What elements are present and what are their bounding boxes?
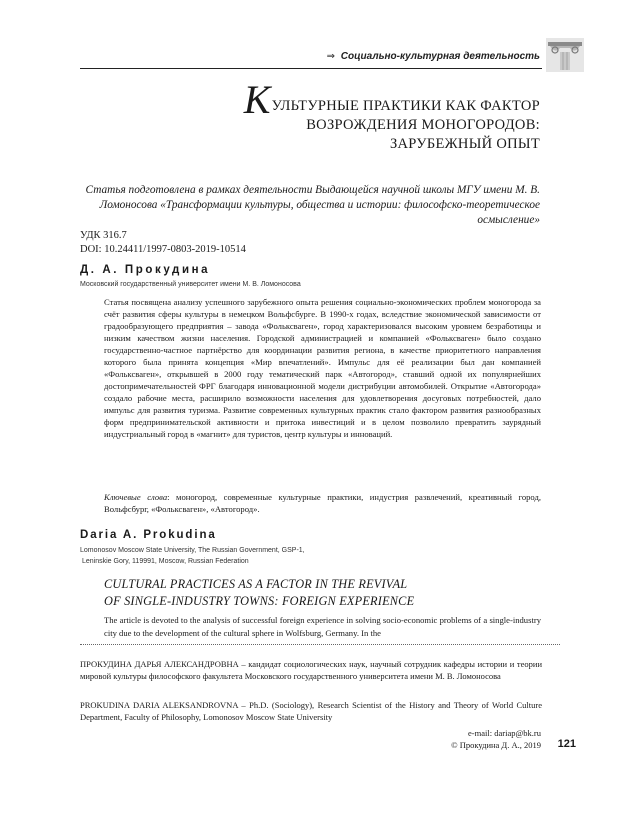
keywords-label: Ключевые слова [104,492,168,502]
keywords-text: : моногород, современные культурные практики, индустрия развлечений, креативный город, Вольфсбург, «Фольксваген», «Автогород». [104,492,541,514]
running-header [300,47,540,67]
footnote-divider [80,644,560,645]
arrow-icon: ⇒ [326,51,335,62]
author-email: e-mail: dariap@bk.ru [468,728,541,738]
title-en-line-1: CULTURAL PRACTICES AS A FACTOR IN THE REVIVAL [104,577,408,591]
title-en-line-2: OF SINGLE-INDUSTRY TOWNS: FOREIGN EXPERIENCE [104,593,415,608]
title-line-3: ЗАРУБЕЖНЫЙ ОПЫТ [389,136,540,152]
author-affiliation-en [80,546,380,567]
affiliation-en-line-1: Lomonosov Moscow State University, The Russian Government, GSP-1, [80,547,305,554]
author-name-ru: Д. А. Прокудина [80,264,211,276]
article-title-en [104,576,544,609]
keywords-ru [104,491,541,515]
title-line-2: ВОЗРОЖДЕНИЯ МОНОГОРОДОВ: [306,117,540,133]
section-title: Социально-культурная деятельность [340,51,540,62]
article-subtitle: Статья подготовлена в рамках деятельности Выдающейся научной школы МГУ имени М. В. Ломоносова «Трансформации культуры, общества и истории: философско-теоретическое осмысление» [85,184,540,226]
title-line-1: УЛЬТУРНЫЕ ПРАКТИКИ КАК ФАКТОР [271,98,540,114]
copyright: © Прокудина Д. А., 2019 [451,740,541,750]
author-info-en: PROKUDINA DARIA ALEKSANDROVNA – Ph.D. (Sociology), Research Scientist of the History and Theory of World Culture Department, Faculty of Philosophy, Lomonosov Moscow State University [80,700,542,722]
page-number: 121 [557,738,576,750]
article-title [200,77,540,154]
author-info-ru: ПРОКУДИНА ДАРЬЯ АЛЕКСАНДРОВНА – кандидат социологических наук, научный сотрудник кафедры истории и теории мировой культуры философского факультета Московского государственного университета имени М. В. Ломоносова [80,659,542,681]
header-rule [80,68,542,69]
title-initial: К [243,77,271,122]
column-capital-icon [546,38,584,72]
udk: УДК 316.7 [80,230,127,241]
affiliation-en-line-2: Leninskie Gory, 119991, Moscow, Russian Federation [82,557,249,565]
author-name-en: Daria A. Prokudina [80,529,217,541]
abstract-en: The article is devoted to the analysis of successful foreign experience in solving socio-economic problems of a single-industry city due to the development of the cultural sphere in Wolfsburg, Germany. In the [104,615,541,638]
abstract-ru: Статья посвящена анализу успешного зарубежного опыта решения социально-экономических проблем моногорода за счёт развития сферы культуры в немецком Вольфсбурге. В 1990-х годах, вследствие экономической зависимости от градообразующего предприятия – завода «Фольксваген», город характеризовался высоким уровнем безработицы и низким качеством жизни населения. Городской администрацией и компанией «Фольксваген» было создано государственно-частное партнёрство для координации развития региона, в качестве приоритетного направления которого была принята концепция «Мир впечатлений». Импульс для её реализации был дан компанией «Фольксваген», открывшей в 2000 году тематический парк «Автогород», ставший одной их популярнейших достопримечательностей ФРГ благодаря инновационной модели дистрибуции автомобилей. Открытие «Автогорода» создало рабочие места, расширило возможности населения для удовлетворения досуговых потребностей, дало импульс для развития туризма. Развитие современных культурных практик стало фактором развития разнообразных форм предпринимательской активности и притока инвестиций и в целом позволило превратить заурядный индустриальный город в «магнит» для туристов, центр культуры и инноваций. [104,297,541,439]
doi: DOI: 10.24411/1997-0803-2019-10514 [80,244,246,255]
author-affiliation-ru: Московский государственный университет имени М. В. Ломоносова [80,281,301,288]
